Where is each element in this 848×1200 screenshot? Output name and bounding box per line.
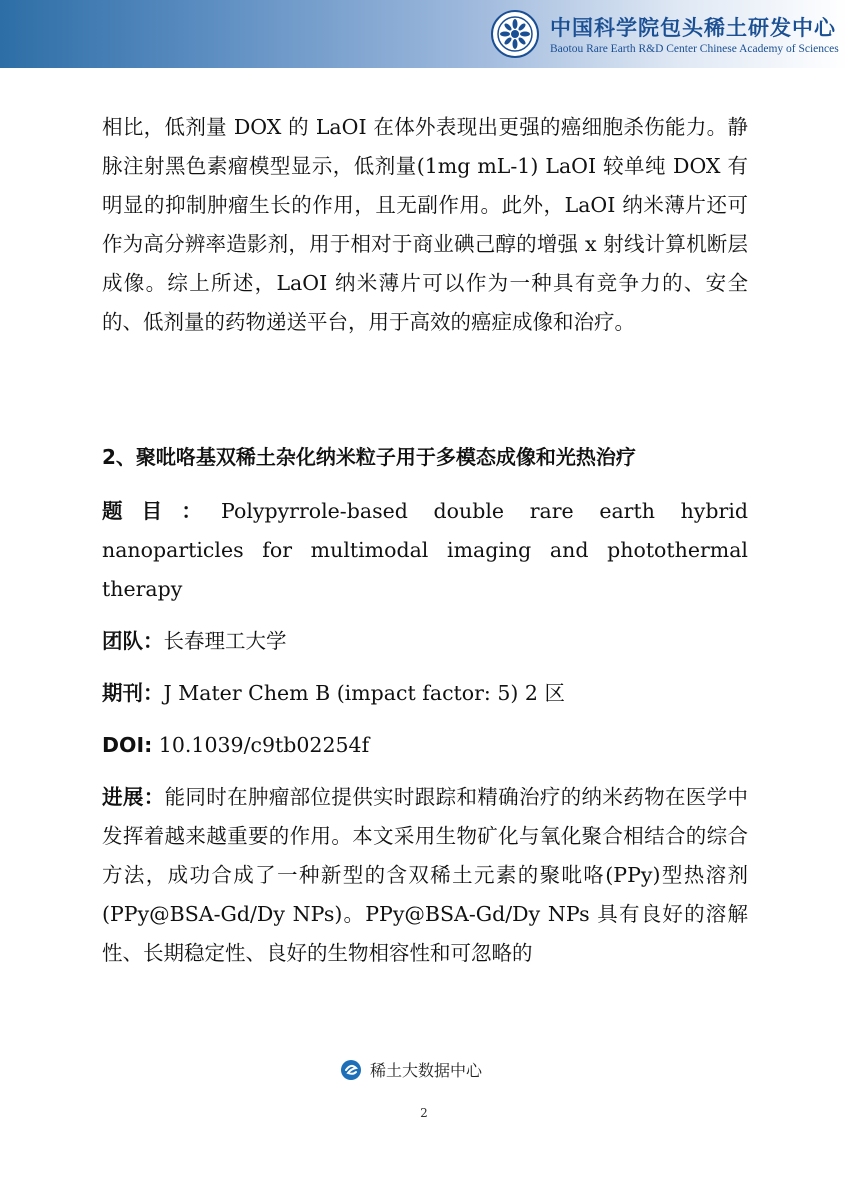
team-label: 团队： xyxy=(102,629,164,653)
team-field xyxy=(102,622,748,661)
journal-field xyxy=(102,674,748,713)
progress-field xyxy=(102,778,748,973)
page-number: 2 xyxy=(420,1106,428,1120)
intro-paragraph: 相比，低剂量 DOX 的 LaOI 在体外表现出更强的癌细胞杀伤能力。静脉注射黑色素瘤模型显示，低剂量(1mg mL-1) LaOI 较单纯 DOX 有明显的抑制肿瘤生长的作用，且无副作用。此外，LaOI 纳米薄片还可作为高分辨率造影剂，用于相对于商业碘己醇的增强 x 射线计算机断层成像。综上所述，LaOI 纳米薄片可以作为一种具有竞争力的、安全的、低剂量的药物递送平台，用于高效的癌症成像和治疗。 xyxy=(102,115,748,334)
doi-value: 10.1039/c9tb02254f xyxy=(152,733,370,757)
title-label: 题目： xyxy=(102,499,222,523)
data-center-logo-icon xyxy=(340,1059,362,1081)
progress-label: 进展： xyxy=(102,785,165,809)
progress-value: 能同时在肿瘤部位提供实时跟踪和精确治疗的纳米药物在医学中发挥着越来越重要的作用。本文采用生物矿化与氧化聚合相结合的综合方法，成功合成了一种新型的含双稀土元素的聚吡咯(PPy)型热溶剂(PPy@BSA-Gd/Dy NPs)。PPy@BSA-Gd/Dy NPs 具有良好的溶解性、长期稳定性、良好的生物相容性和可忽略的 xyxy=(102,785,749,965)
team-value: 长春理工大学 xyxy=(163,629,287,653)
title-value: Polypyrrole-based double rare earth hybrid nanoparticles for multimodal imaging and photothermal therapy xyxy=(102,499,748,601)
document-body xyxy=(102,108,748,986)
doi-field xyxy=(102,726,748,765)
footer-brand xyxy=(340,1058,482,1081)
org-name-english: Baotou Rare Earth R&D Center Chinese Academy of Sciences xyxy=(550,43,839,55)
cas-seal-icon xyxy=(491,10,539,58)
section-spacer xyxy=(102,342,748,442)
footer-brand-text: 稀土大数据中心 xyxy=(370,1061,483,1080)
section-heading: 2、聚吡咯基双稀土杂化纳米粒子用于多模态成像和光热治疗 xyxy=(102,445,636,469)
journal-value: J Mater Chem B (impact factor: 5) 2 区 xyxy=(163,681,565,705)
org-name-chinese: 中国科学院包头稀土研发中心 xyxy=(550,16,836,40)
doi-label: DOI: xyxy=(102,733,153,757)
title-field xyxy=(102,492,748,609)
journal-label: 期刊： xyxy=(102,681,164,705)
